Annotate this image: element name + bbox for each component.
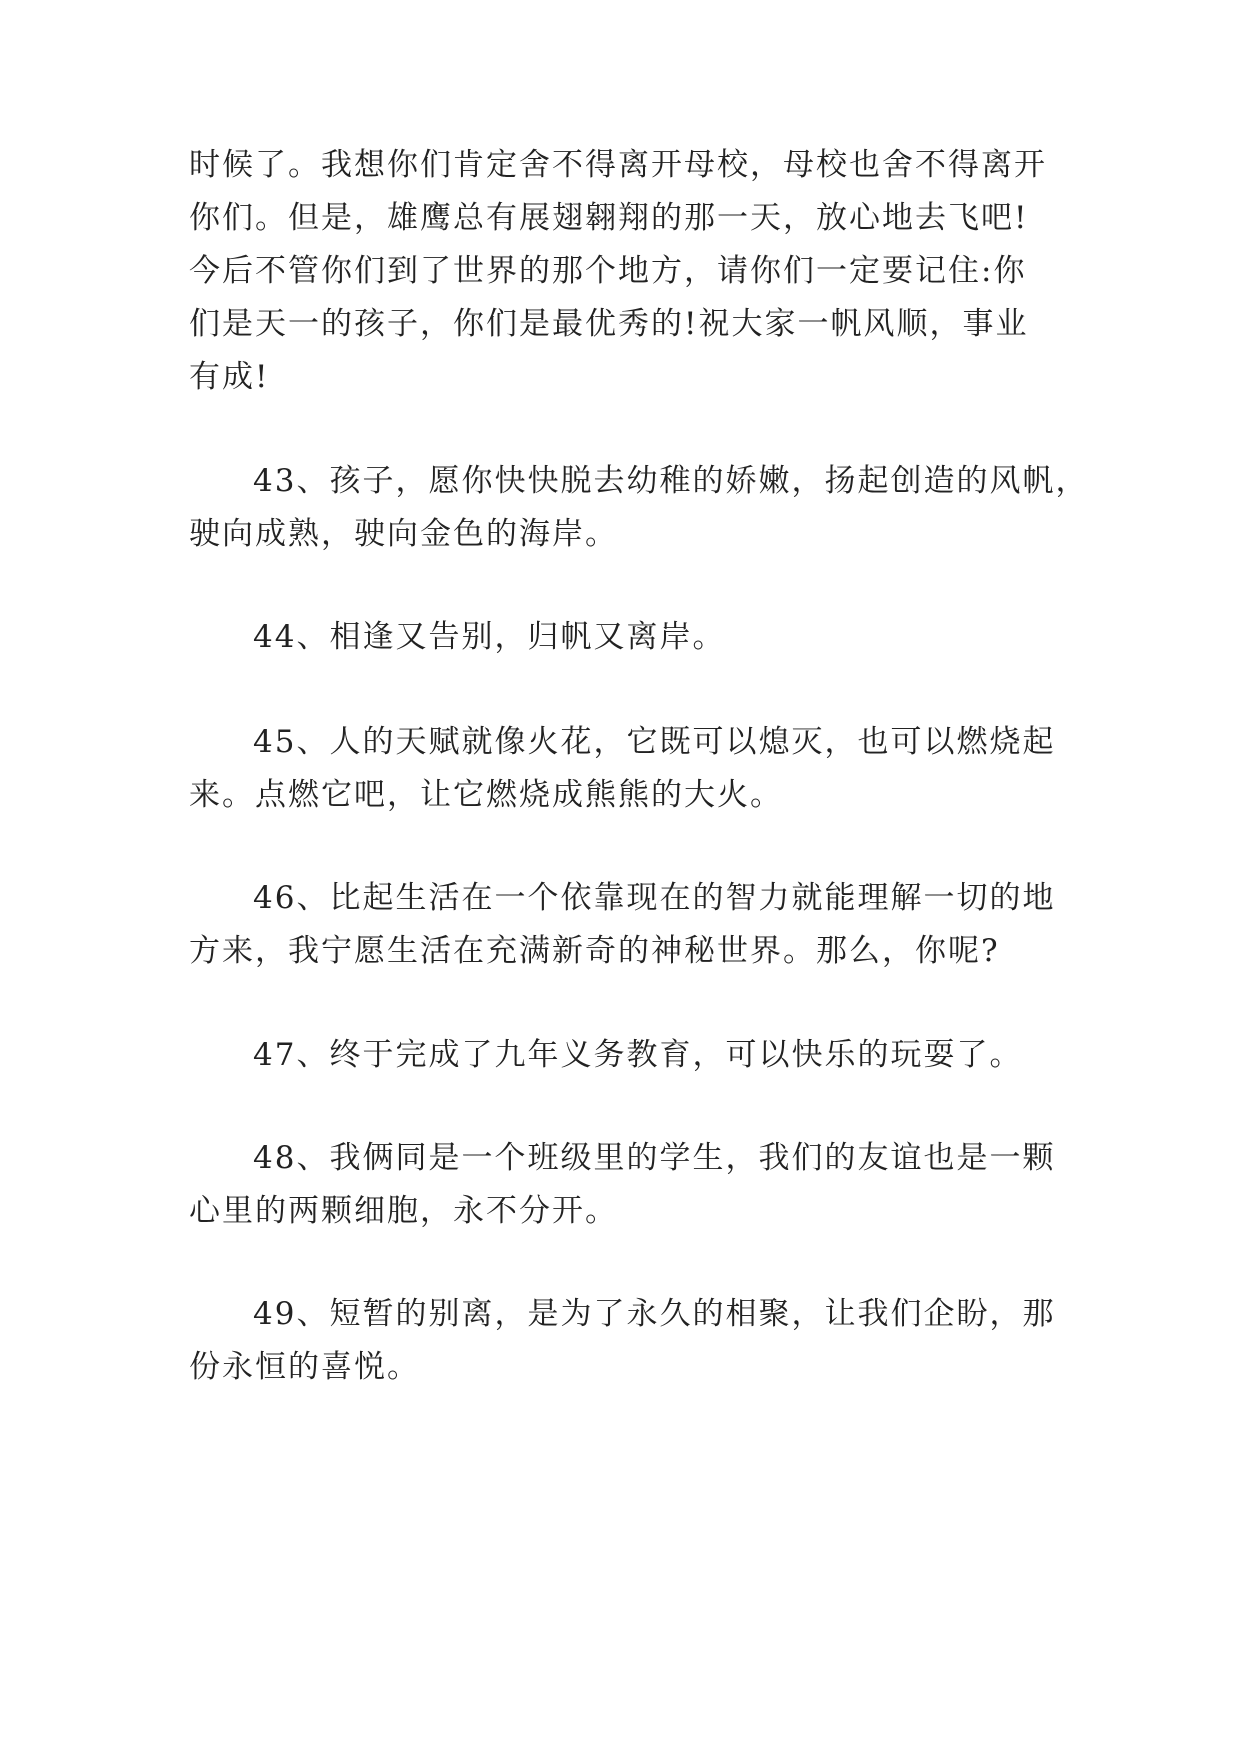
paragraph-49-line: 49、短暂的别离，是为了永久的相聚，让我们企盼，那 — [253, 1296, 1056, 1332]
paragraph-45-line: 45、人的天赋就像火花，它既可以熄灭，也可以燃烧起 — [253, 724, 1056, 760]
paragraph-line: 今后不管你们到了世界的那个地方，请你们一定要记住:你 — [189, 253, 1027, 289]
paragraph-line: 你们。但是，雄鹰总有展翅翱翔的那一天，放心地去飞吧! — [189, 200, 1029, 236]
paragraph-43-line: 驶向成熟，驶向金色的海岸。 — [189, 516, 618, 552]
paragraph-46-line: 46、比起生活在一个依靠现在的智力就能理解一切的地 — [253, 880, 1056, 916]
paragraph-line: 有成! — [189, 359, 270, 395]
paragraph-46-line: 方来，我宁愿生活在充满新奇的神秘世界。那么，你呢? — [189, 933, 1000, 969]
paragraph-line: 们是天一的孩子，你们是最优秀的!祝大家一帆风顺，事业 — [189, 306, 1029, 342]
document-page — [189, 0, 1089, 1754]
paragraph-48-line: 心里的两颗细胞，永不分开。 — [189, 1193, 618, 1229]
paragraph-49-line: 份永恒的喜悦。 — [189, 1349, 420, 1385]
paragraph-44-line: 44、相逢又告别，归帆又离岸。 — [253, 619, 726, 655]
paragraph-45-line: 来。点燃它吧，让它燃烧成熊熊的大火。 — [189, 777, 783, 813]
paragraph-48-line: 48、我俩同是一个班级里的学生，我们的友谊也是一颗 — [253, 1140, 1056, 1176]
paragraph-47-line: 47、终于完成了九年义务教育，可以快乐的玩耍了。 — [253, 1037, 1023, 1073]
paragraph-line: 时候了。我想你们肯定舍不得离开母校，母校也舍不得离开 — [189, 147, 1047, 183]
paragraph-43-line: 43、孩子，愿你快快脱去幼稚的娇嫩，扬起创造的风帆， — [253, 463, 1089, 499]
